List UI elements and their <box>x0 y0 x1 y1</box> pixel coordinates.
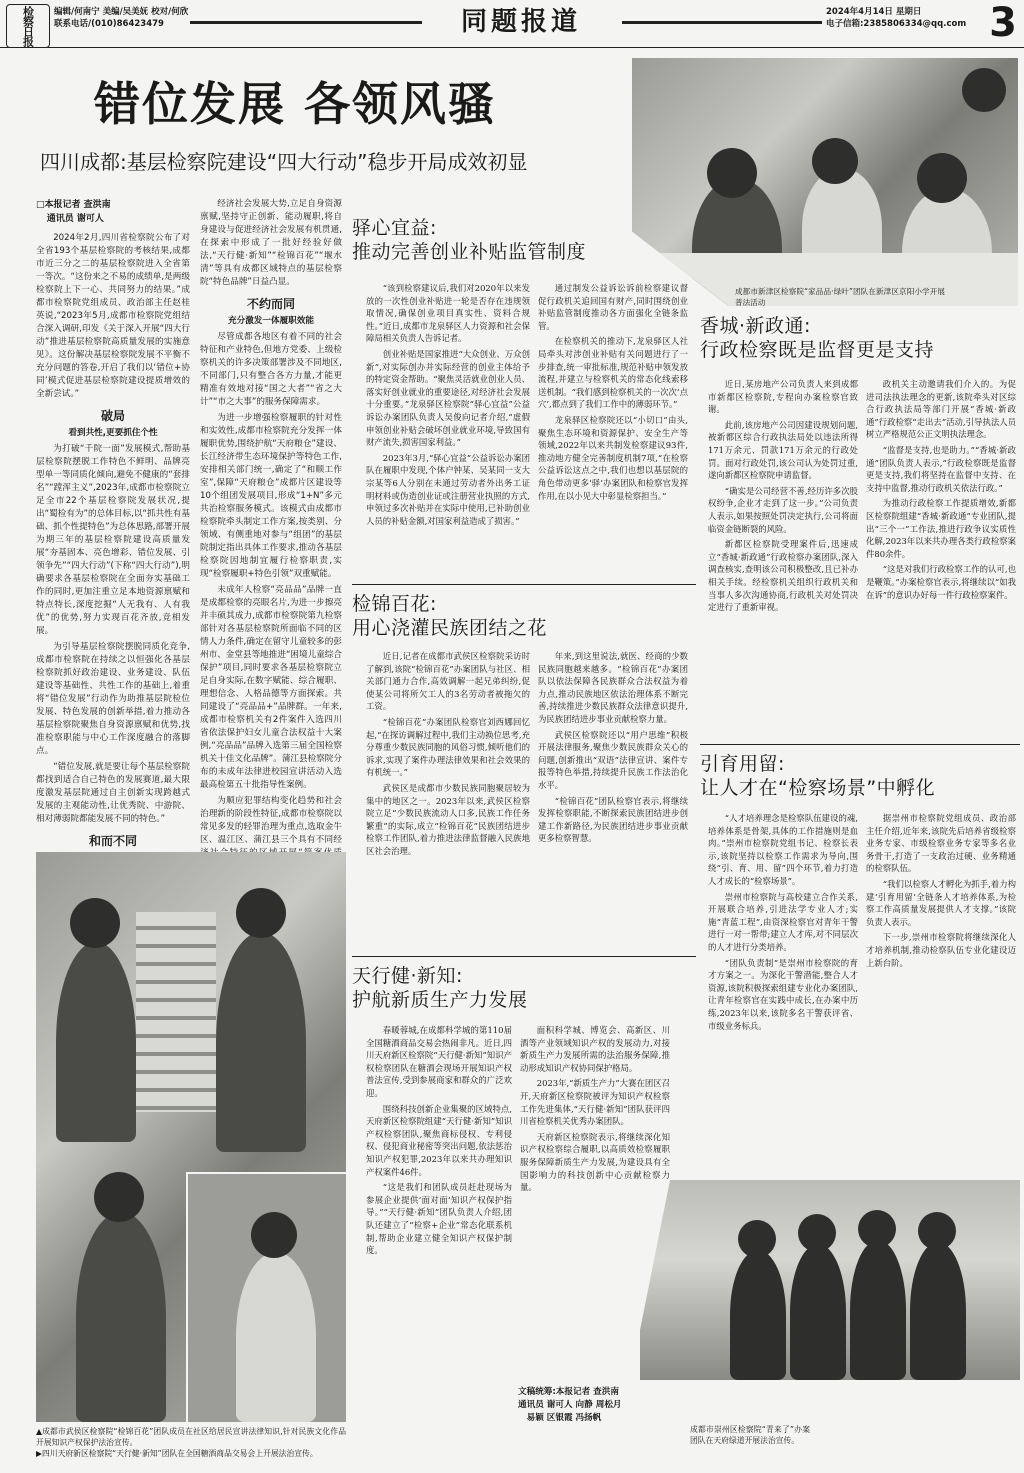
photo-figure-head <box>251 1212 297 1258</box>
main-subheadline: 四川成都:基层检察院建设“四大行动”稳步开局成效初显 <box>40 150 528 174</box>
paragraph: 龙泉驿区检察院还以“小切口”由头,聚焦生态环境和资源保护、安全生产等领域,2022年以来共制发检察建议93件,推动地方健全完善制度机制7项,“在检察公益诉讼这点之中,我们也想以基层院的角色带动更多‘驿’办案团队和检察官发挥作用,在以小见大中彰显检察担当。” <box>538 414 688 501</box>
paragraph: “检锦百花”办案团队检察官刘西娜回忆起,“在探访调解过程中,我们主动换位思考,充分尊重少数民族同胞的风俗习惯,倾听他们的诉求,实现了案件办理法律效果和社会效果的有机统一。” <box>366 716 530 778</box>
section-divider <box>700 744 1020 745</box>
photo-figure-head <box>917 153 967 203</box>
paragraph: 经济社会发展大势,立足自身资源禀赋,坚持守正创新、能动履职,将自身建设与促进经济社会发展有机贯通,在探索中形成了一批好经验好做法,“天行健·新知”“检锦百花”“堰水清”等具有成都区域特点的基层检察院“特色品牌”日益凸显。 <box>200 199 342 287</box>
photo-shelves <box>136 912 216 1112</box>
photo-figure-head <box>70 898 120 948</box>
photo-figure-head <box>812 138 858 184</box>
paragraph: 为进一步增强检察履职的针对性和实效性,成都市检察院充分发挥一体履职优势,围绕护航“天府粮仓”建设、长江经济带生态环境保护等特色工作,安排相关部门统一,确定了“和顺工作室”,保障“天府粮仓”成都片区建设等10个组团发展项目,形成“1+N”多元共治检察服务模式。该模式由成都市检察院牵头制定工作方案,按类别、分领域、有侧重地对参与“组团”的基层院制定指出具体工作要求,推动各基层检察院因地制宜履行检察职责,实现“检察履职+特色引领”双重赋能。 <box>200 413 342 579</box>
paragraph: 天府新区检察院表示,将继续深化知识产权检察综合履职,以高质效检察履职服务保障新质生产力发展,为建设具有全国影响力的科技创新中心贡献检察力量。 <box>520 1131 670 1193</box>
editor-line-2: 联系电话/(010)86423479 <box>54 19 164 29</box>
photo-prosecutor-team <box>640 1180 1020 1380</box>
paragraph: 新都区检察院受理案件后,迅速成立“香城·新政通”行政检察办案团队,深入调查核实,查明该公司积极整改,且已补办相关手续。经检察机关组织行政机关和当事人多次沟通协商,行政机关对处罚决定进行了重新审视。 <box>708 539 858 613</box>
paragraph: “检锦百花”团队检察官表示,将继续发挥检察职能,不断探索民族团结进步创建工作新路径,为民族团结进步事业贡献更多检察智慧。 <box>538 795 688 844</box>
section-xiangcheng-title-1: 香城·新政通: <box>700 315 811 337</box>
photo-figure <box>56 942 136 1142</box>
paragraph: 年来,到这里说法,就医、经商的少数民族同胞越来越多。“检锦百花”办案团队以依法保障各民族群众合法权益为着力点,推动民族地区依法治理体系不断完善,持续推进少数民族群众法律意识提升,为民族团结进步事业贡献检察力量。 <box>538 651 688 724</box>
section-tianxingjian-title-2: 护航新质生产力发展 <box>352 989 528 1011</box>
photo2-caption-line-2: ▶四川天府新区检察院“天行健·新知”团队在全国糖酒商品交易会上开展法治宣传。 <box>36 1449 318 1458</box>
paragraph: “我们以检察人才孵化为抓手,着力构建‘引育用留’全链条人才培养体系,为检察工作高质量发展提供人才支撑。”该院负责人表示。 <box>866 878 1016 927</box>
photo-figure <box>910 1242 966 1380</box>
photo-figure-head <box>858 1210 896 1248</box>
photo-figure <box>730 1250 786 1380</box>
photo-figure-head <box>236 888 286 938</box>
photo-figure <box>850 1240 906 1380</box>
paragraph: 面积科学城、博览会、高新区、川酒等产业领域知识产权的发展动力,对接新质生产力发展所需的法治服务保障,推动形成知识产权协同保护格局。 <box>520 1025 670 1073</box>
paragraph: “确实是公司经营不善,经历许多次股权纷争,企业才走到了这一步。”公司负责人表示,如果按照处罚决定执行,公司将面临资金链断裂的风险。 <box>708 485 858 534</box>
paragraph: “团队负责制”是崇州市检察院的育才方案之一。为深化干警潜能,整合人才资源,该院积极探索组建专业化办案团队,让青年检察官在实践中成长,在办案中历练,2023年以来,该院多名干警获评省、市级业务标兵。 <box>708 957 858 1031</box>
subheading-consensus-sub: 充分激发一体履职效能 <box>228 316 314 326</box>
paragraph: 创业补贴是国家推进“大众创业、万众创新”,对实际创办并实际经营的创业主体给予的特定资金帮助。“聚焦灵活就业创业人员、落实好创业就业的重要途径,对经济社会发展十分重要。”龙泉驿区检察院“驿心宜益”公益诉讼办案团队负责人吴俊向记者介绍,“虚假申领创业补贴会破坏创业就业环境,导致国有财产流失,损害国家利益。” <box>366 348 530 448</box>
paragraph: 尽管成都各地区有着不同的社会特征和产业特色,但地方党委、上级检察机关的许多决策部署涉及不同地区,不同部门,只有整合各方力量,才能更精准有效地对接“国之大者”“省之大计”“市之大事”的服务保障需求。 <box>200 332 342 407</box>
header-rule-right <box>622 21 822 24</box>
section-tianxingjian-title-1: 天行健·新知: <box>352 965 463 987</box>
paragraph: 在检察机关的推动下,龙泉驿区人社局牵头对涉创业补贴有关问题进行了一步排查,统一审批标准,规范补贴申领发放流程,并建立与检察机关的常态化线索移送机制。“我们感到检察机关的一次次‘点穴’,都点到了我们工作中的薄弱环节。” <box>538 336 688 410</box>
section-yixinyiyi-col-1 <box>366 282 530 530</box>
paragraph: 为引导基层检察院摆脱同质化竞争,成都市检察院在持续之以恒强化各基层检察院抓好政治建设、业务建设、队伍建设等基础性、共性工作的基础上,着重将“错位发展”行动作为助推基层院检位发展、特色发展的创新举措,着力推动各基层检察院聚焦自身资源禀赋和优势,找准检察职能与中心工作深度融合的落脚点。 <box>36 642 190 756</box>
credits-line-1: 文稿统筹:本报记者 查洪南 <box>518 1387 619 1397</box>
section-tianxingjian-col-1 <box>366 1024 512 1260</box>
paragraph: 为推动行政检察工作提质增效,新都区检察院组建“香城·新政通”专业团队,提出“三个一”工作法,推进行政争议实质性化解,2023年以来共办理各类行政检察案件80余件。 <box>866 498 1016 559</box>
credits-line-3: 易颖 区银霞 冯扬帆 <box>526 1413 602 1423</box>
subheading-breakthrough-sub: 看到共性,更要抓住个性 <box>68 428 158 438</box>
header-rule-left <box>190 21 422 24</box>
paragraph: 未成年人检察“亮品品”品牌一直是成都检察的亮眼名片,为进一步擦亮并丰硕其成力,成都市检察院第九检察部针对各基层检察院所面临不同的区情人力条件,确定在留守儿童较多的彭州市、金堂县等地推进“困境儿童综合保护”项目,同时要求各基层检察院立足自身实际,在数字赋能、综合履职、理想信念、人格品德等方面探索。共同建设了“亮品品+”品牌群。一年来,成都市检察机关有2件案件入选四川省依法保护妇女儿童合法权益十大案例,“亮品品”品牌入选第三届全国检察机关十佳文化品牌”。蒲江县检察院分布的未成年法律进校园宣讲活动入选最高检第五十批指导性案例。 <box>200 585 342 790</box>
byline-reporter: □本报记者 查洪南 <box>36 200 111 210</box>
photo-figure <box>216 932 306 1152</box>
paragraph: “这是对我们行政检察工作的认可,也是鞭策。”办案检察官表示,将继续以“如我在诉”的意识办好每一件行政检察案件。 <box>866 564 1016 600</box>
paragraph: 据崇州市检察院党组成员、政治部主任介绍,近年来,该院先后培养省级检察业务专家、市级检察业务专家等多名业务骨干,打造了一支政治过硬、业务精通的检察队伍。 <box>866 813 1016 874</box>
paragraph: 为顺应犯罪结构变化趋势和社会治理新的阶段性特征,成都市检察院以常见多发的轻罪治理为重点,选取金牛区、温江区、蒲江县三个具有不同经 <box>200 796 342 845</box>
paragraph: 为打破“千院一面”发展模式,帮助基层检察院摆脱工作特色不鲜明、品牌亮型单一等同质化倾向,避免不健康的“套排名”“蹚浑主义”,2023年,成都市检察院立足全市22个基层检察院发展状况,提出“蜀检有为”的总体目标,以“抓共性有基础、抓个性提特色”为总体思路,部署开展为期三年的基层检察院建设高质量发展“夯基固本、亮色增彩、错位发展、引领争先”“四大行动”(下称“四大行动”),明确要求各基层检察院在全面夯实基础工作的同时,更加注重立足本地资源禀赋和特点特长,深度挖掘“人无我有、人有我优”的优势,努力实现百花齐放,竞相发展。 <box>36 444 190 636</box>
section-yinyu-col-1 <box>708 812 858 1035</box>
photo-figure-head <box>707 148 757 198</box>
paragraph: 围绕科技创新企业集聚的区域特点,天府新区检察院组建“天行健·新知”知识产权检察团队,聚焦商标侵权、专利侵权、侵犯商业秘密等突出问题,依法惩治知识产权犯罪,2023年以来共办理知识产权案件46件。 <box>366 1103 512 1177</box>
paragraph: 武侯区是成都市少数民族同胞聚居较为集中的地区之一。2023年以来,武侯区检察院立足“少数民族流动人口多,民族工作任务繁重”的实际,成立“检锦百花”民族团结进步检察工作团队,着力推进法律监督融入民族地区社会治理。 <box>366 782 530 856</box>
byline-correspondent: 通讯员 谢可人 <box>46 214 104 224</box>
section-label <box>426 2 616 42</box>
paragraph: 2023年,“新质生产力”大赛在团区召开,天府新区检察院被评为知识产权检察工作先进集体,“天行健·新知”团队获评四川省检察机关优秀办案团队。 <box>520 1078 670 1127</box>
section-divider <box>352 584 696 585</box>
credits-line-2: 通讯员 谢可人 向静 周松月 <box>518 1400 622 1410</box>
section-divider <box>352 956 696 957</box>
paragraph: 近日,记者在成都市武侯区检察院采访时了解到,该院“检锦百花”办案团队与社区、相关部门通力合作,高效调解一起兄弟纠纷,促使某公司将所欠工人的3名劳动者被拖欠的工资。 <box>366 651 530 712</box>
main-headline: 错位发展 各领风骚 <box>94 77 497 131</box>
subheading-consensus: 不约而同 <box>246 297 295 311</box>
issue-date: 2024年4月14日 星期日 <box>826 7 922 17</box>
photo2-caption <box>36 1426 346 1459</box>
section-yixinyiyi-title-2: 推动完善创业补贴监管制度 <box>352 241 587 263</box>
photo1-caption: 成都市新津区检察院“家品品·绿叶”团队在新津区京阳小学开展普法活动 <box>735 287 945 307</box>
section-title: 同题报道 <box>460 7 581 37</box>
section-yinyu-col-2 <box>866 812 1016 972</box>
editor-line-1: 编辑/何南宁 美编/吴美妩 校对/何欣 <box>54 7 189 17</box>
credits-box <box>518 1386 668 1425</box>
byline <box>36 198 196 226</box>
photo-students-classroom <box>632 58 1018 306</box>
editor-info <box>54 6 188 30</box>
photo-figure-head <box>738 1220 776 1258</box>
section-jianjin-col-1 <box>366 650 530 861</box>
logo-text: 检察日报 <box>21 6 35 46</box>
paragraph: 武侯区检察院还以“用户思维”积极开展法律服务,聚焦少数民族群众关心的问题,创新推出“双语”法律宣讲、案件专报等特色举措,持续提升民族工作法治化水平。 <box>538 729 688 790</box>
paragraph: 下一步,崇州市检察院将继续深化人才培养机制,推动检察队伍专业化建设迈上新台阶。 <box>866 932 1016 968</box>
paragraph: “这是我们和团队成员赶赴现场为参展企业提供‘面对面’知识产权保护指导。”“天行健·新知”团队负责人介绍,团队还建立了“检察+企业”常态化联系机制,帮助企业建立健全知识产权保护制度。 <box>366 1182 512 1256</box>
section-xiangcheng-col-2 <box>866 378 1016 604</box>
subheading-breakthrough: 破局 <box>100 409 125 423</box>
photo-figure-head <box>94 1172 144 1222</box>
paragraph: “监督是支持,也是助力。”“香城·新政通”团队负责人表示,“行政检察既是监督更是支持,我们将坚持在监督中支持、在支持中监督,推动行政机关依法行政。” <box>866 444 1016 493</box>
section-tianxingjian-col-2 <box>520 1024 670 1197</box>
photo-community-outreach <box>36 852 346 1422</box>
paragraph: “该到检察建议后,我们对2020年以来发放的一次性创业补贴进一轮是否存在违规领取情况,确保创业项目真实性、资料合规性。”近日,成都市龙泉驿区人力资源和社会保障局相关负责人告诉记者。 <box>366 283 530 344</box>
newspaper-logo <box>6 4 50 48</box>
section-yixinyiyi-title <box>352 216 632 264</box>
photo-figure-head <box>798 1214 836 1252</box>
section-xiangcheng-title <box>700 314 1000 362</box>
photo-figure-head <box>962 68 1006 112</box>
photo-figure <box>236 1252 316 1422</box>
paragraph: “错位发展,就是要让每个基层检察院都找到适合自己特色的发展赛道,最大限度激发基层院通过自主创新实现跨越式发展的主观能动性,让优秀院、中游院、相对薄弱院都能发展不同的特色。” <box>36 762 190 824</box>
section-yinyu-title-1: 引育用留: <box>700 753 785 775</box>
section-jianjin-title-2: 用心浇灌民族团结之花 <box>352 617 548 639</box>
paragraph: 此前,该房地产公司因建设规划问题,被新都区综合行政执法局处以违法所得171万余元、罚款171万余元的行政处罚。面对行政处罚,该公司认为处罚过重,遂向新都区检察院申请监督。 <box>708 419 858 481</box>
paragraph: 近日,某房地产公司负责人来到成都市新都区检察院,专程向办案检察官致谢。 <box>708 379 858 415</box>
photo-figure <box>790 1244 846 1380</box>
photo2-caption-line-1: ▲成都市武侯区检察院“检锦百花”团队成员在社区给居民宣讲法律知识,针对民族文化作品开展知识产权保护法治宣传。 <box>36 1427 346 1447</box>
paragraph: 政机关主动邀请我们介入的。为促进司法执法理念的更新,该院牵头对区综合行政执法局等部门开展“香城·新政通”行政检察“走出去”活动,引导执法人员树立严格规范公正文明执法理念。 <box>866 379 1016 440</box>
section-yinyu-title-2: 让人才在“检察场景”中孵化 <box>700 777 936 799</box>
paragraph: 2024年2月,四川省检察院公布了对全省193个基层检察院的考核结果,成都市近三分之二的基层检察院进入全省第一等次。“这份来之不易的成绩单,是两级检察院上下一心、共同努力的结果。”成都市检察院党组成员、政治部主任赵桂英说,“2023年5月,成都市检察院党组结合深入调研,印发《关于深入开展“四大行动”推进基层检察院高质量发展的实施意见》。这份解决基层检察院发展不平衡不充分问题的答卷,开启了我们以‘错位+协同’模式促进基层检察院建设提质增效的全新尝试。” <box>36 233 190 399</box>
section-jianjin-col-2 <box>538 650 688 848</box>
paragraph: “人才培养理念是检察队伍建设的魂,培养体系是骨架,具体的工作措施则是血肉。”崇州市检察院党组书记、检察长表示,该院坚持以检察工作需求为导向,围绕“引、育、用、留”四个环节,着力打造人才成长的“检察场景”。 <box>708 813 858 886</box>
paragraph: 崇州市检察院与高校建立合作关系,开展联合培养,引进法学专业人才;实施“青蓝工程”,由资深检察官对青年干警进行一对一帮带;建立人才库,对不同层次的人才进行分类培养。 <box>708 891 858 952</box>
photo3-caption: 成都市崇州区检察院“青来了”办案团队在天府绿道开展法治宣传。 <box>690 1425 810 1445</box>
section-jianjin-title-1: 检锦百花: <box>352 593 437 615</box>
section-tianxingjian-title <box>352 964 652 1012</box>
section-jianjin-title <box>352 592 652 640</box>
paragraph: 通过制发公益诉讼诉前检察建议督促行政机关追回国有财产,同时围绕创业补贴监管制度推动各方面强化全链条监管。 <box>538 283 688 331</box>
subheading-harmony: 和而不同 <box>88 834 137 848</box>
section-yinyu-title <box>700 752 1020 800</box>
section-yixinyiyi-col-2 <box>538 282 688 505</box>
paragraph: 春暖蓉城,在成都科学城的第110届全国糖酒商品交易会热闹非凡。近日,四川天府新区检察院“天行健·新知”知识产权检察团队在糖酒会现场开展知识产权普法宣传,受到参展商家和群众的广泛欢迎。 <box>366 1025 512 1098</box>
photo-figure <box>76 1212 166 1422</box>
photo-figure-head <box>918 1212 956 1250</box>
header-bottom-rule <box>0 47 1024 48</box>
paragraph: 2023年3月,“驿心宜益”公益诉讼办案团队在履职中发现,个体户钟某、吴某同一支大宗某等6人分别在未通过劳动者外出务工证明材料或伪造创业证或注册营业执照的方式,申领过多次补贴并在实际中使用,已补助创业人员的补贴金额,对国家利益造成了损害。” <box>366 452 530 526</box>
section-xiangcheng-col-1 <box>708 378 858 617</box>
page-number: 3 <box>989 0 1017 46</box>
contact-email: 电子信箱:2385806334@qq.com <box>826 19 967 29</box>
date-info <box>826 6 986 30</box>
section-xiangcheng-title-2: 行政检察既是监督更是支持 <box>700 339 935 361</box>
section-yixinyiyi-title-1: 驿心宜益: <box>352 217 437 239</box>
masthead <box>0 0 1024 52</box>
